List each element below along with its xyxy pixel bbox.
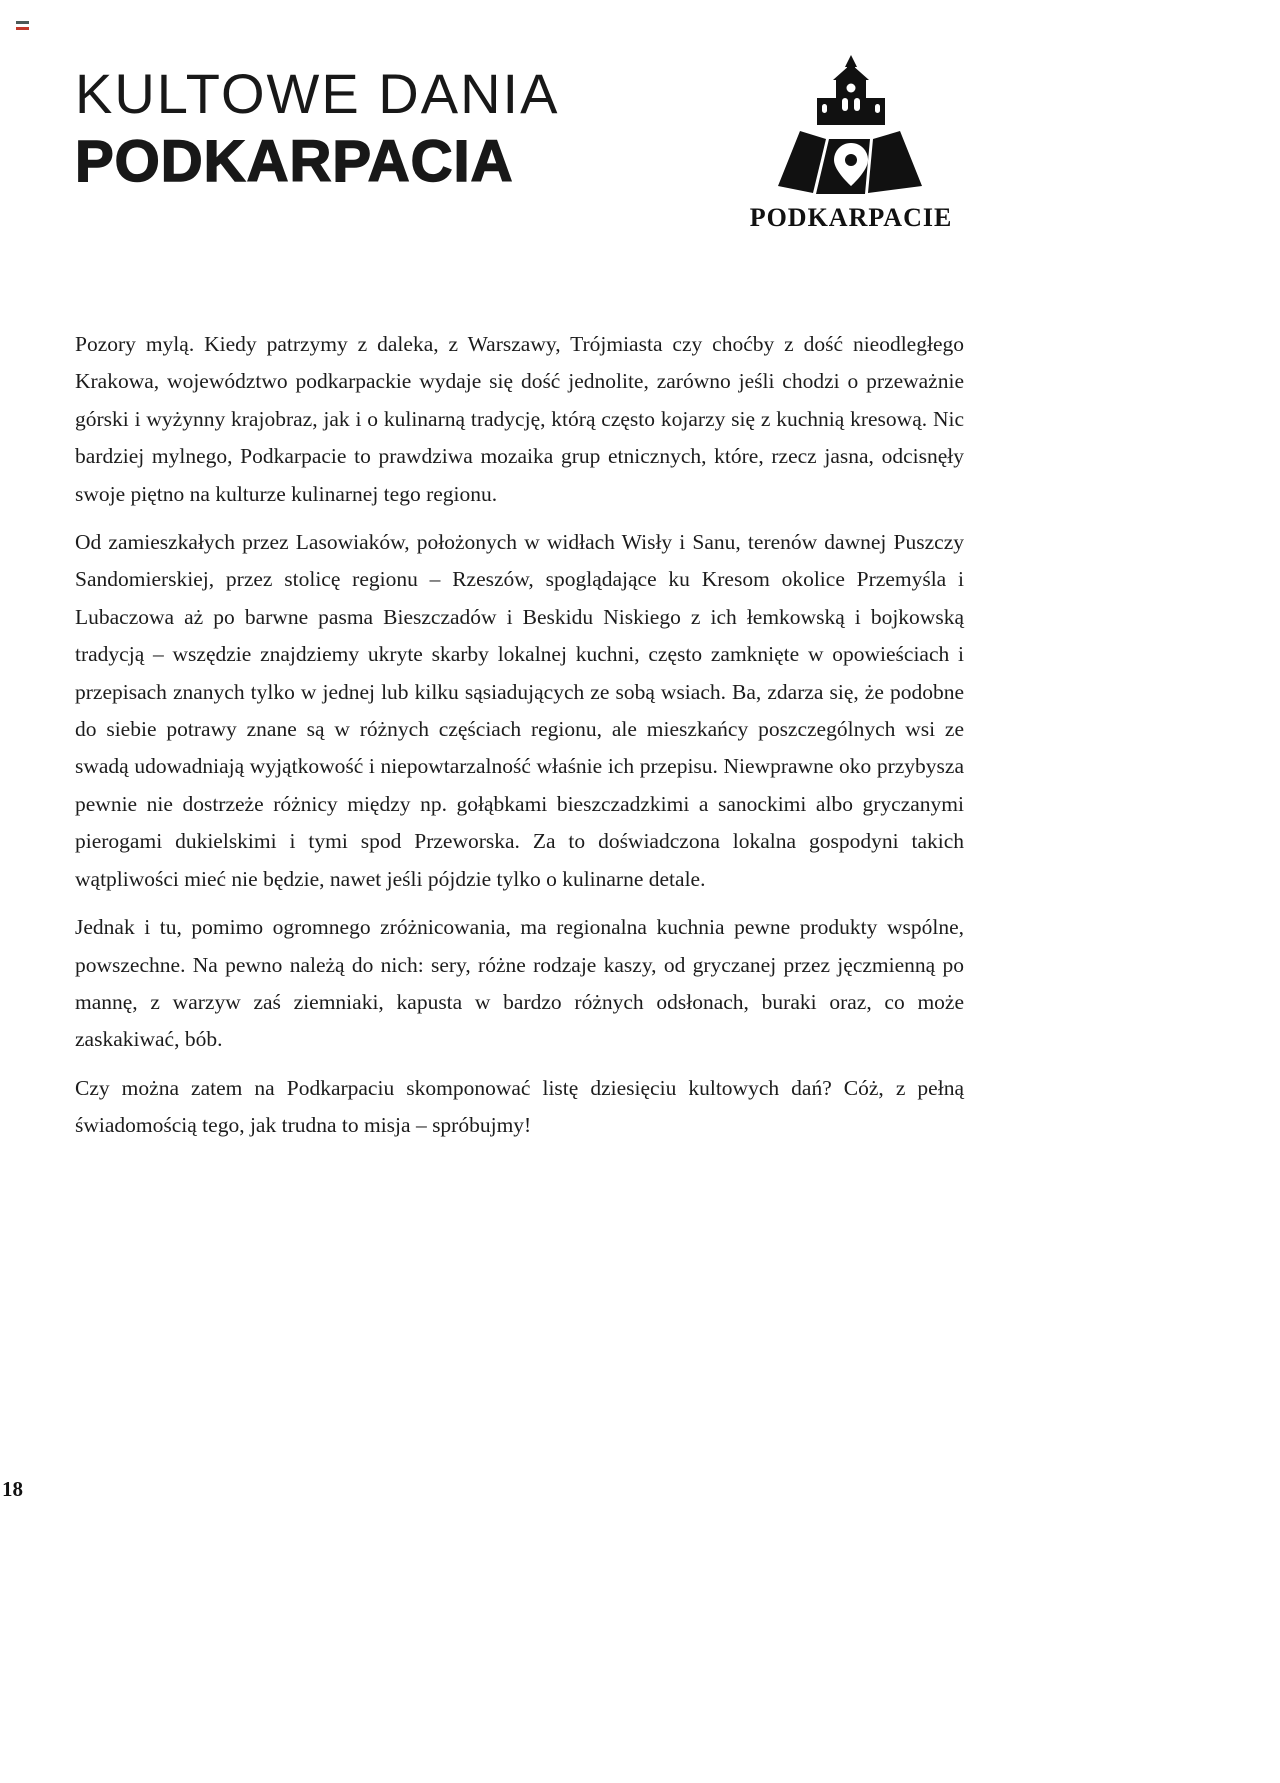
page-title-line2: PODKARPACIA xyxy=(75,129,514,194)
region-logo xyxy=(748,55,954,233)
body-paragraph: Pozory mylą. Kiedy patrzymy z daleka, z Warszawy, Trójmiasta czy choćby z dość nieodległego Krakowa, województwo podkarpackie wydaje się dość jednolite, zarówno jeśli chodzi o przeważnie górski i wyżynny krajobraz, jak i o kulinarną tradycję, którą często kojarzy się z kuchnią kresową. Nic bardziej mylnego, Podkarpacie to prawdziwa mozaika grup etnicznych, które, rzecz jasna, odcisnęły swoje piętno na kulturze kulinarnej tego regionu. xyxy=(75,332,964,506)
body-paragraph: Od zamieszkałych przez Lasowiaków, położonych w widłach Wisły i Sanu, terenów dawnej Puszczy Sandomierskiej, przez stolicę regionu – Rzeszów, spoglądające ku Kresom okolice Przemyśla i Lubaczowa aż po barwne pasma Bieszczadów i Beskidu Niskiego z ich łemkowską i bojkowską tradycją – wszędzie znajdziemy ukryte skarby lokalnej kuchni, często zamknięte w opowieściach i przepisach znanych tylko w jednej lub kilku sąsiadujących ze sobą wsiach. Ba, zdarza się, że podobne do siebie potrawy znane są w różnych częściach regionu, ale mieszkańcy poszczególnych wsi ze swadą udowadniają wyjątkowość i niepowtarzalność właśnie ich przepisu. Niewprawne oko przybysza pewnie nie dostrzeże różnicy między np. gołąbkami bieszczadzkimi a sanockimi albo gryczanymi pierogami dukielskimi i tymi spod Przeworska. Za to doświadczona lokalna gospodyni takich wątpliwości mieć nie będzie, nawet jeśli pójdzie tylko o kulinarne detale. xyxy=(75,530,964,891)
page-title xyxy=(75,60,559,196)
body-paragraph: Jednak i tu, pomimo ogromnego zróżnicowania, ma regionalna kuchnia pewne produkty wspólne, powszechne. Na pewno należą do nich: sery, różne rodzaje kaszy, od gryczanej przez jęczmienną po mannę, z warzyw zaś ziemniaki, kapusta w bardzo różnych odsłonach, buraki oraz, co może zaskakiwać, bób. xyxy=(75,915,964,1052)
page-number: 18 xyxy=(2,1477,23,1501)
page-title-line1: KULTOWE DANIA xyxy=(75,62,560,125)
body-paragraph: Czy można zatem na Podkarpaciu skomponować listę dziesięciu kultowych dań? Cóż, z pełną świadomością tego, jak trudna to misja – spróbujmy! xyxy=(75,1075,964,1138)
town-hall-map-pin-icon xyxy=(766,55,936,195)
mini-flag-icon xyxy=(16,21,29,30)
logo-label: PODKARPACIE xyxy=(749,203,953,232)
article-body xyxy=(75,326,964,1156)
